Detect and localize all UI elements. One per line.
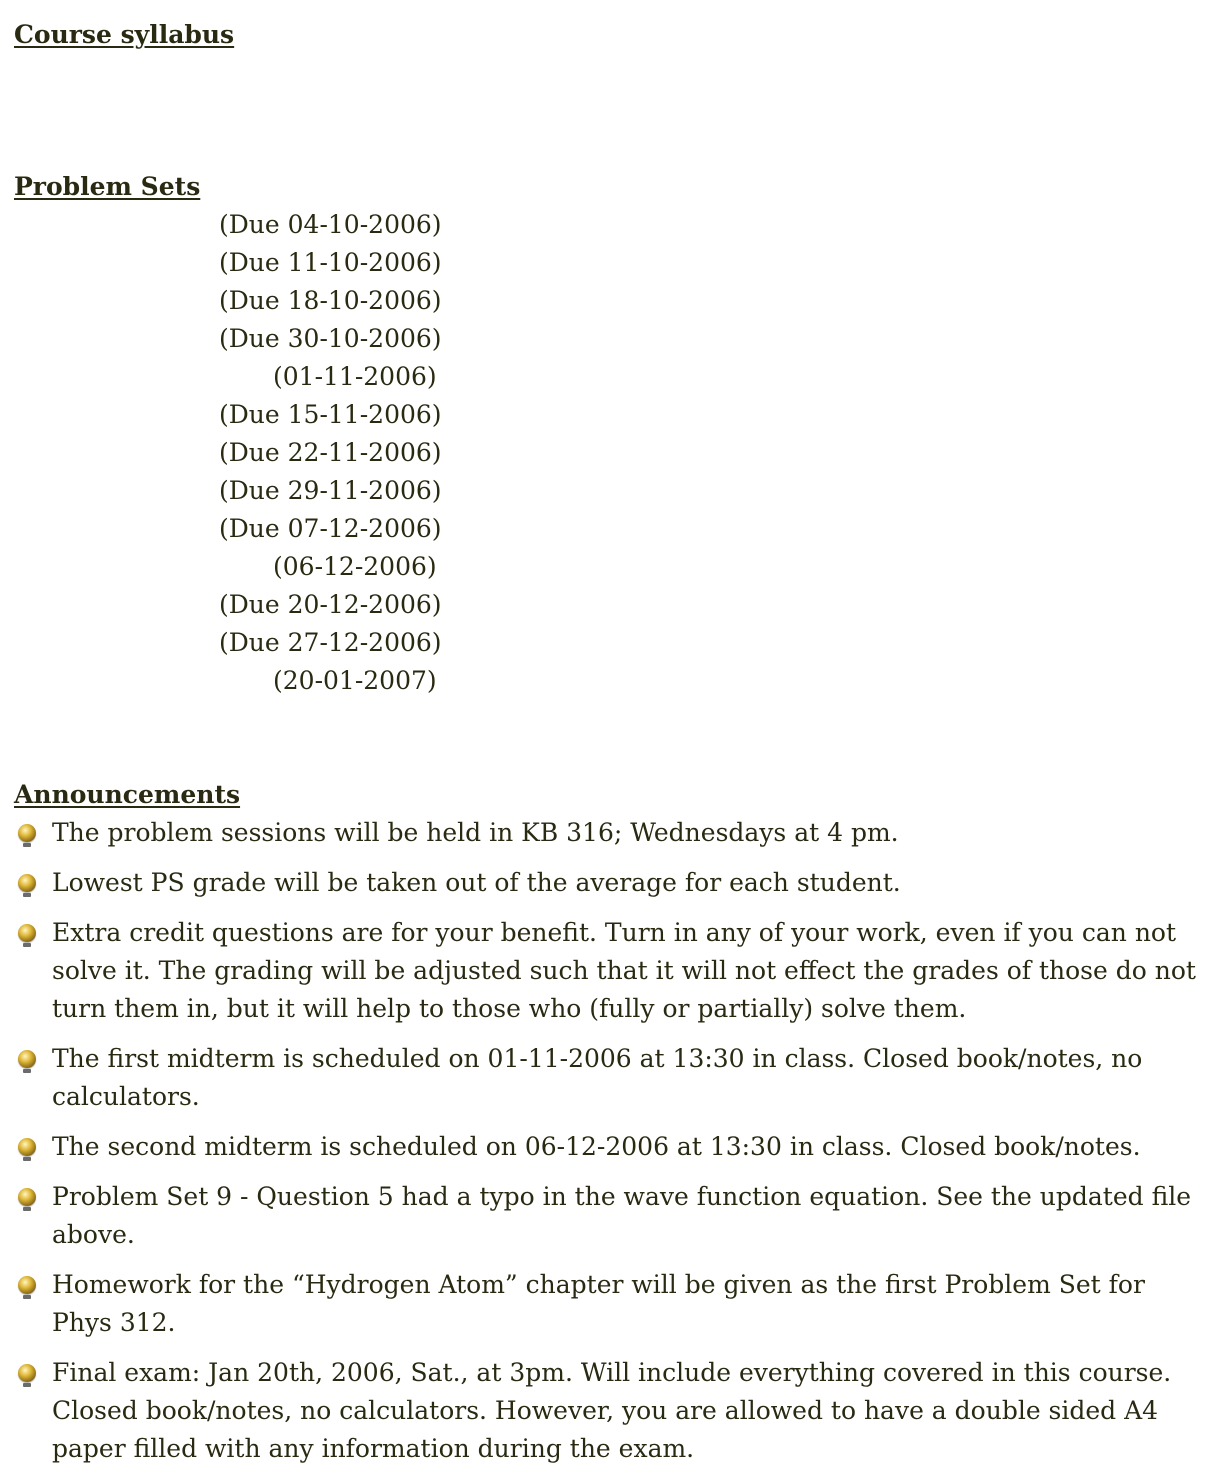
problem-set-date-item — [0, 587, 440, 625]
problem-set-date-label: (Due 29-11-2006) — [219, 476, 442, 505]
lightbulb-icon — [18, 1364, 36, 1382]
announcement-text: The problem sessions will be held in KB 316; Wednesdays at 4 pm. — [52, 818, 899, 847]
announcement-item — [0, 1178, 1210, 1254]
course-syllabus-link[interactable]: Course syllabus — [14, 20, 235, 49]
problem-set-date-item — [0, 473, 440, 511]
problem-set-date-label: (Due 20-12-2006) — [219, 590, 442, 619]
announcement-item — [0, 1354, 1210, 1468]
problem-set-date-label: (06-12-2006) — [273, 552, 437, 581]
lightbulb-icon — [18, 1138, 36, 1156]
problem-set-date-item — [0, 625, 440, 663]
problem-set-date-item — [0, 549, 440, 587]
lightbulb-icon — [18, 1050, 36, 1068]
lightbulb-icon — [18, 1188, 36, 1206]
problem-set-date-label: (Due 18-10-2006) — [219, 286, 442, 315]
announcement-item — [0, 864, 1210, 902]
problem-set-date-label: (01-11-2006) — [273, 362, 437, 391]
announcement-item — [0, 1040, 1210, 1116]
problem-set-date-label: (Due 07-12-2006) — [219, 514, 442, 543]
lightbulb-icon — [18, 924, 36, 942]
announcement-item — [0, 814, 1210, 852]
announcement-text: Final exam: Jan 20th, 2006, Sat., at 3pm. Will include everything covered in this course. Closed book/notes, no calculators. However, you are allowed to have a double sided A4 paper filled with any information during the exam. — [52, 1358, 1172, 1463]
problem-sets-link[interactable]: Problem Sets — [14, 172, 201, 201]
problem-set-dates-list — [0, 207, 440, 701]
announcement-text: Problem Set 9 - Question 5 had a typo in the wave function equation. See the updated file above. — [52, 1182, 1192, 1249]
announcement-text: Homework for the “Hydrogen Atom” chapter will be given as the first Problem Set for Phys 312. — [52, 1270, 1145, 1337]
problem-set-date-label: (Due 04-10-2006) — [219, 210, 442, 239]
announcement-item — [0, 1128, 1210, 1166]
lightbulb-icon — [18, 824, 36, 842]
problem-set-date-item — [0, 511, 440, 549]
lightbulb-icon — [18, 874, 36, 892]
announcement-item — [0, 1266, 1210, 1342]
problem-set-date-item — [0, 359, 440, 397]
problem-set-date-item — [0, 397, 440, 435]
problem-set-date-item — [0, 245, 440, 283]
problem-set-date-label: (20-01-2007) — [273, 666, 437, 695]
announcement-item — [0, 914, 1210, 1028]
problem-set-date-label: (Due 11-10-2006) — [219, 248, 442, 277]
announcement-text: Lowest PS grade will be taken out of the average for each student. — [52, 868, 901, 897]
problem-set-date-item — [0, 663, 440, 701]
problem-set-date-label: (Due 15-11-2006) — [219, 400, 442, 429]
problem-set-date-label: (Due 27-12-2006) — [219, 628, 442, 657]
announcement-text: Extra credit questions are for your benefit. Turn in any of your work, even if you can not solve it. The grading will be adjusted such that it will not effect the grades of those do not turn them in, but it will help to those who (fully or partially) solve them. — [52, 918, 1196, 1023]
announcement-text: The second midterm is scheduled on 06-12-2006 at 13:30 in class. Closed book/notes. — [52, 1132, 1141, 1161]
problem-set-date-label: (Due 30-10-2006) — [219, 324, 442, 353]
problem-set-date-item — [0, 435, 440, 473]
lightbulb-icon — [18, 1276, 36, 1294]
announcements-list — [0, 814, 1210, 1480]
announcement-text: The first midterm is scheduled on 01-11-2006 at 13:30 in class. Closed book/notes, no calculators. — [52, 1044, 1143, 1111]
announcements-heading[interactable]: Announcements — [14, 780, 241, 809]
problem-set-date-label: (Due 22-11-2006) — [219, 438, 442, 467]
problem-set-date-item — [0, 207, 440, 245]
problem-set-date-item — [0, 321, 440, 359]
problem-set-date-item — [0, 283, 440, 321]
